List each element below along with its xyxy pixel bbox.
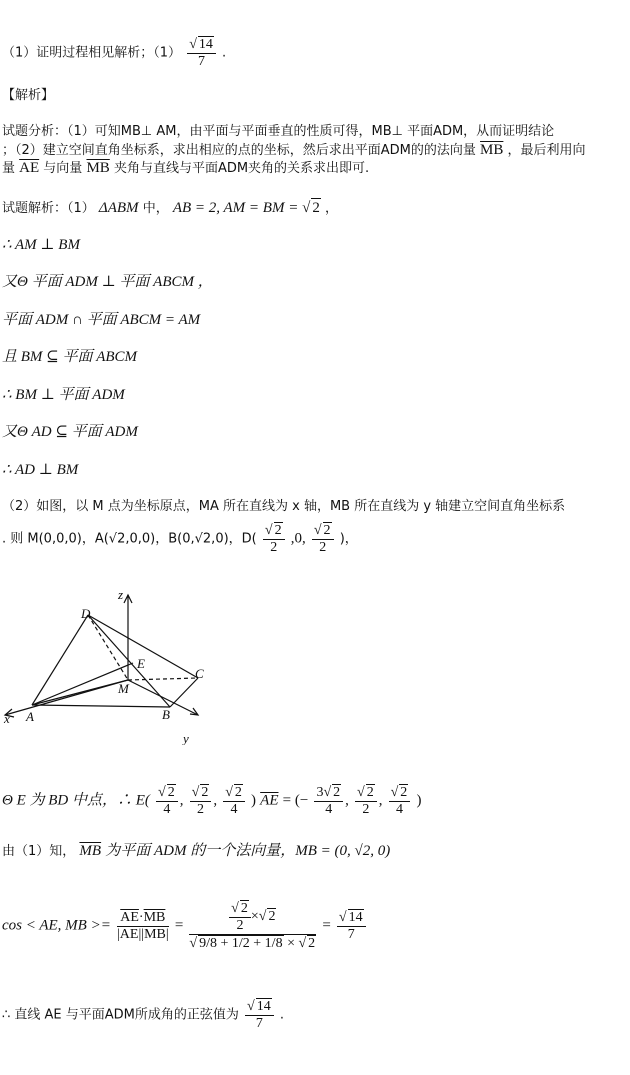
part2-line-1: （2）如图，以 M 点为坐标原点，MA 所在直线为 x 轴，MB 所在直线为 y 轴建立空间直角坐标系 (2, 499, 566, 514)
analysis-line-2: ；（2）建立空间直角坐标系，求出相应的点的坐标，然后求出平面ADM的的法向量 $\overline{MB}$ ，最后利用向 (2, 142, 586, 158)
step-3: 平面 ADM ∩ 平面 ABCM = AM (2, 312, 201, 328)
label-C: C (195, 666, 204, 681)
normal-vector-line: 由（1）知， $\overline{MB}$ 为平面 ADM 的一个法向量，MB = (0, √2, 0) (2, 843, 391, 859)
label-x: x (4, 711, 10, 726)
final-line: ∴ 直线 AE 与平面ADM所成角的正弦值为 $\frac{√ 14}{7}$ . (2, 999, 285, 1031)
step-1: ∴ AM ⊥ BM (2, 237, 80, 253)
step-6: 又Θ AD ⊆ 平面 ADM (2, 424, 138, 440)
label-B: B (162, 707, 170, 722)
cos-formula: cos < AE, MB >= $\frac{\overline{AE}\cdot\overline{MB}}{|\overline{AE}||\overline{MB}|}$ = $\frac{√ 2}{2}$ ×√ 2 √ 9/8 + 1/2 + 1/8 × √ 2 = $\frac{√ 14}{7}$ (2, 900, 368, 952)
part2-line-2: . 则 M(0,0,0)，A(√2,0,0)，B(0,√2,0)，D( $\frac{√ 2}{2}$ ,0, $\frac{√ 2}{2}$ )， (2, 523, 358, 555)
analysis-heading: 【解析】 (2, 88, 55, 103)
label-z: z (118, 587, 124, 602)
midpoint-line: Θ E 为 BD 中点，∴ E( $\frac{√ 2}{4}$ , $\frac{√ 2}{2}$ , $\frac{√ 2}{4}$ ) $\overline{AE}$ = (− $\frac{3√ 2}{4}$ , $\frac{√ 2}{2}$ , $\frac{√ 2}{4}$ ) (2, 785, 422, 817)
answer-fraction: $\frac{√ 14}{7}$ (187, 36, 216, 70)
geometry-figure (0, 585, 230, 745)
step-4: 且 BM ⊆ 平面 ABCM (2, 349, 138, 365)
analysis-line-1: 试题分析：（1）可知MB⊥ AM，由平面与平面垂直的性质可得，MB⊥ 平面ADM，从而证明结论 (2, 124, 555, 139)
analysis-line-3: 量 $\overline{AE}$ 与向量 $\overline{MB}$ 夹角与直线与平面ADM夹角的关系求出即可. (2, 160, 370, 176)
answer-line: （1）证明过程相见解析；（1） $\frac{√ 14}{7}$ . (2, 37, 227, 69)
solution-intro: 试题解析：（1） ΔABM 中， AB = 2, AM = BM = √ 2 ， (2, 200, 338, 216)
label-M: M (118, 681, 129, 696)
step-5: ∴ BM ⊥ 平面 ADM (2, 387, 125, 403)
label-E: E (137, 656, 145, 671)
step-2: 又Θ 平面 ADM ⊥ 平面 ABCM ， (2, 274, 213, 290)
label-D: D (81, 606, 91, 621)
label-A: A (26, 709, 34, 724)
label-y: y (183, 731, 189, 745)
step-7: ∴ AD ⊥ BM (2, 462, 79, 478)
